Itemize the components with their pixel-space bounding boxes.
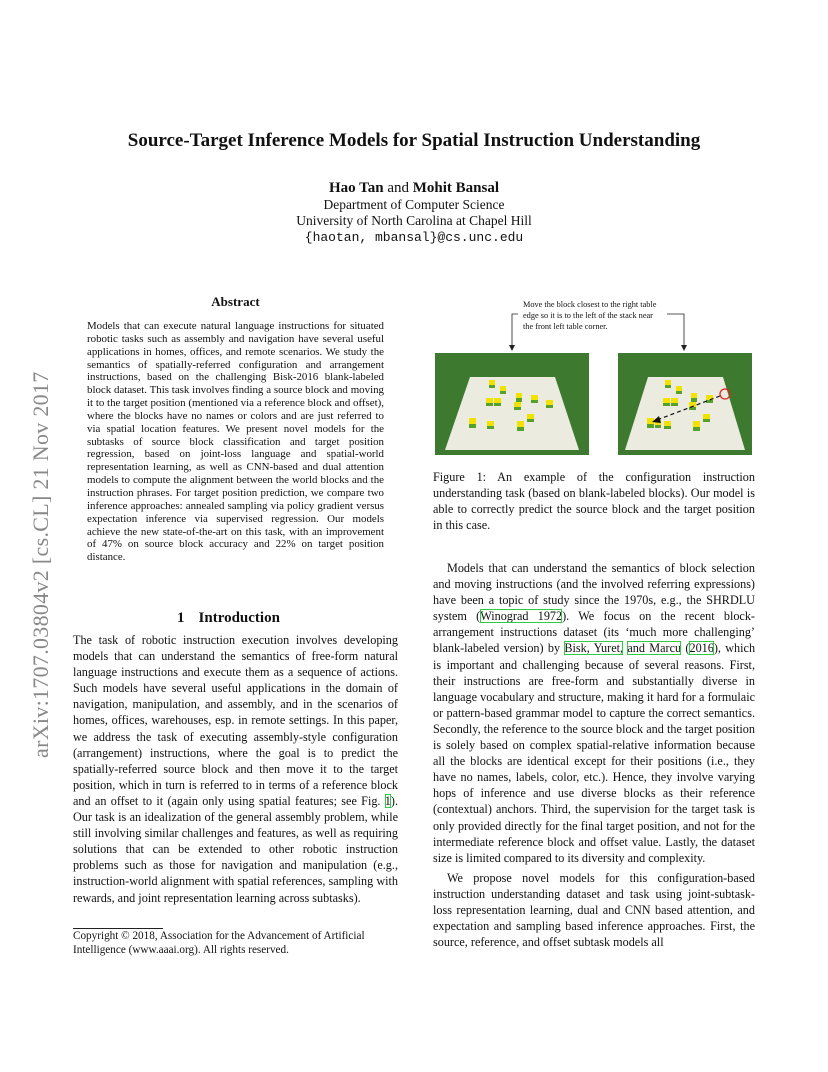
scene-after — [618, 353, 752, 455]
intro-p1-text-a: The task of robotic instruction execution involves developing models that can understand the semantics of free-form natural language instructions and execute them as a sequence of actions. Such models have several useful applications in the domain of navigation, manipulation, and assembly, and in the scenarios of homes, offices, warehouses, esp. in remote settings. In this paper, we address the task of executing assembly-style configuration (arrangement) instructions, where the goal is to predict the spatially-referred source block and then move it to the target position, which in turn is referred to in terms of a reference block and an offset to it (again only using spatial features; see Fig. — [73, 633, 398, 808]
citation-bisk-yuret[interactable]: Bisk, Yuret, — [564, 641, 624, 656]
intro-p2-text-b: ). We focus on the recent block-arrangement instructions dataset (its ‘much more challenging’ blank-labeled version) by — [433, 609, 755, 656]
figure-callout-line-2: edge so it is to the left of the stack near — [523, 311, 653, 320]
figure-1-link[interactable]: 1 — [384, 793, 391, 808]
affiliation-university: University of North Carolina at Chapel Hill — [296, 213, 532, 228]
affiliation-department: Department of Computer Science — [323, 196, 505, 212]
intro-paragraph-3: We propose novel models for this configuration-based instruction understanding dataset and task using joint-subtask-loss representation learning, dual and CNN based attention, and expectation and sampling based inference approaches. First, the source, reference, and offset subtask models all — [433, 870, 755, 950]
figure-callout-line-3: the front left table corner. — [523, 322, 608, 331]
author-email: {haotan, mbansal}@cs.unc.edu — [304, 229, 524, 245]
section-title: Introduction — [198, 610, 280, 626]
intro-p2-text-c: ( — [681, 641, 690, 656]
figure-callout-line-1: Move the block closest to the right table — [523, 300, 657, 309]
callout-bracket-left — [512, 314, 518, 347]
arxiv-sidebar-svg — [12, 280, 62, 760]
abstract-heading: Abstract — [211, 294, 260, 309]
intro-p1-text-b: ). Our task is an idealization of the general assembly problem, while still involving similar challenges and features, as well as requiring solutions that can be extended to other robotic instruction problems such as those for navigation and manipulation (e.g., instruction-world alignment with spatial references, sampling with rewards, and joint representation learning across subtasks). — [73, 793, 398, 905]
callout-arrow-left-icon — [509, 345, 515, 351]
intro-paragraph-1 — [73, 632, 398, 906]
arxiv-sidebar — [12, 280, 62, 760]
citation-2016[interactable]: 2016 — [689, 641, 714, 656]
author-conjunction: and — [387, 180, 410, 196]
right-column-text — [433, 560, 755, 950]
intro-p2-text-a: Models that can understand the semantics of block selection and moving instructions (and the involved referring expressions) have been a topic of study since the 1970s, e.g., the SHRDLU system ( — [433, 561, 755, 624]
figure-1 — [433, 297, 753, 457]
paper-title: Source-Target Inference Models for Spatial Instruction Understanding — [127, 130, 701, 151]
arxiv-identifier: arXiv:1707.03804v2 [cs.CL] 21 Nov 2017 — [28, 371, 53, 758]
intro-p2-text-d: ), which is important and challenging because of several reasons. First, their instructions are free-form and substantially diverse in language vocabulary and structure, making it hard for a formulaic or pattern-based grammar model to capture the correct semantics. Secondly, the reference to the source block and the target position is solely based on complex spatial-relative information because all the blocks are identical except for their positions (i.e., they have no names, labels, color, etc.). Hence, they involve varying hops of inference and use diverse blocks as their reference (contextual) anchors. Third, the supervision for the target task is only provided directly for the final target position, and not for the intermediate reference block and offset value. Lastly, the dataset size is limited compared to its diversity and complexity. — [433, 641, 756, 865]
author-mohit-bansal: Mohit Bansal — [412, 180, 500, 196]
author-names — [0, 180, 828, 197]
intro-paragraph-2 — [433, 560, 755, 866]
citation-winograd-1972[interactable]: Winograd 1972 — [480, 609, 563, 624]
figure-1-caption: Figure 1: An example of the configuration instruction understanding task (based on blank-labeled blocks). Our model is able to correctly predict the source block and the target position in this case. — [433, 470, 755, 532]
scene-before — [435, 353, 589, 455]
author-hao-tan: Hao Tan — [328, 180, 384, 196]
abstract-text: Models that can execute natural language instructions for situated robotic tasks such as assembly and navigation have several useful applications in homes, offices, and remote scenarios. We study the semantics of spatially-referred configuration and arrangement instructions, based on the challenging Bisk-2016 blank-labeled block dataset. This task involves finding a source block and moving it to the target position (mentioned via a reference block and offset), where the blocks have no names or colors and are just referred to via spatial location features. We present novel models for the subtasks of source block classification and target position regression, based on joint-loss language and spatial-world representation learning, as well as CNN-based and dual attention models to compute the alignment between the world blocks and the instruction phrases. For target position prediction, we compare two inference approaches: annealed sampling via policy gradient versus expectation inference via supervised regression. Our models achieve the new state-of-the-art on this task, with an improvement of 47% on source block accuracy and 22% on target position distance. — [87, 320, 384, 564]
author-block — [0, 180, 828, 246]
callout-arrow-right-icon — [681, 345, 687, 351]
section-number: 1 — [177, 610, 185, 626]
callout-bracket-right — [667, 314, 684, 347]
figure-1-illustration — [433, 297, 753, 457]
citation-and-marcu[interactable]: and Marcu — [627, 641, 682, 656]
copyright-footnote: Copyright © 2018, Association for the Advancement of Artificial Intelligence (www.aaai.org). All rights reserved. — [73, 930, 365, 956]
section-heading-introduction — [73, 610, 398, 627]
